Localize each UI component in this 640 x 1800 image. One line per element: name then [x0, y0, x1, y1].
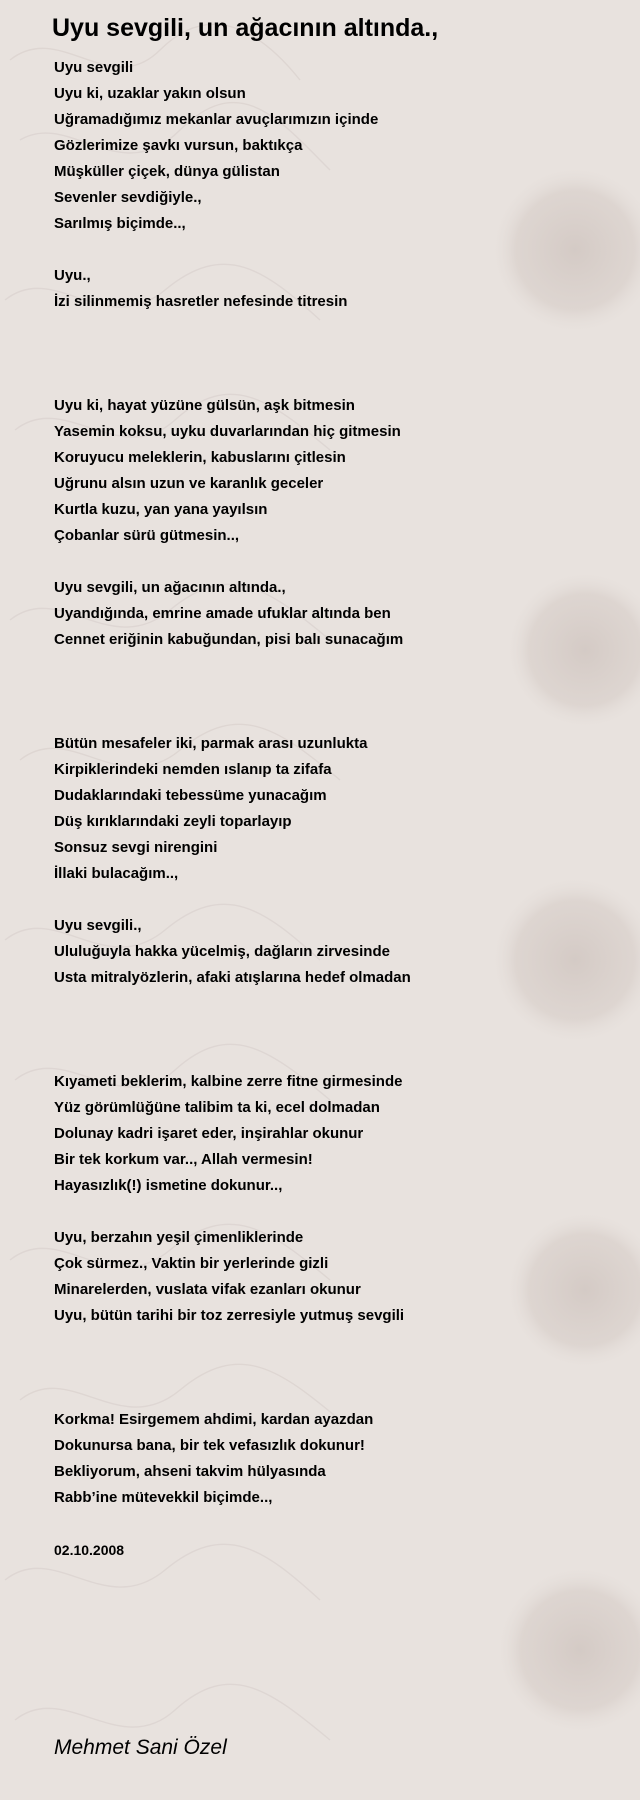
poem-line: Uyu, bütün tarihi bir toz zerresiyle yutmuş sevgili	[54, 1307, 405, 1324]
stanza	[54, 55, 614, 237]
poem-line: Kıyameti beklerim, kalbine zerre fitne girmesinde	[54, 1073, 403, 1090]
stanza	[54, 575, 614, 653]
poem-line: Uğramadığımız mekanlar avuçlarımızın içinde	[54, 111, 379, 128]
poem-line: Uyandığında, emrine amade ufuklar altında ben	[54, 605, 391, 622]
poem-line: Uğrunu alsın uzun ve karanlık geceler	[54, 475, 324, 492]
poem-line: Hayasızlık(!) ismetine dokunur..,	[54, 1177, 283, 1194]
poem-line: Çok sürmez., Vaktin bir yerlerinde gizli	[54, 1255, 329, 1272]
poem-line: Bir tek korkum var.., Allah vermesin!	[54, 1151, 313, 1168]
poem-line: Dokunursa bana, bir tek vefasızlık dokunur!	[54, 1437, 365, 1454]
poem-line: Koruyucu meleklerin, kabuslarını çitlesin	[54, 449, 346, 466]
poem-title: Uyu sevgili, un ağacının altında.,	[52, 14, 439, 42]
poem-line: Düş kırıklarındaki zeyli toparlayıp	[54, 813, 292, 830]
poem-line: Sarılmış biçimde..,	[54, 215, 186, 232]
poem-line: Yüz görümlüğüne talibim ta ki, ecel dolmadan	[54, 1099, 380, 1116]
stanza	[54, 263, 614, 315]
poem-line: Korkma! Esirgemem ahdimi, kardan ayazdan	[54, 1411, 374, 1428]
stanza	[54, 1069, 614, 1199]
poem-line: Minarelerden, vuslata vifak ezanları okunur	[54, 1281, 361, 1298]
poem-line: Bekliyorum, ahseni takvim hülyasında	[54, 1463, 326, 1480]
poem-line: Usta mitralyözlerin, afaki atışlarına hedef olmadan	[54, 969, 411, 986]
poem-line: Uyu ki, hayat yüzüne gülsün, aşk bitmesin	[54, 397, 355, 414]
poem-line: Kirpiklerindeki nemden ıslanıp ta zifafa	[54, 761, 332, 778]
poem-line: Müşküller çiçek, dünya gülistan	[54, 163, 280, 180]
poem-line: Uyu sevgili, un ağacının altında.,	[54, 579, 286, 596]
poem-line: Sonsuz sevgi nirengini	[54, 839, 218, 856]
poem-line: Uyu, berzahın yeşil çimenliklerinde	[54, 1229, 304, 1246]
stanza	[54, 731, 614, 887]
poem-line: Yasemin koksu, uyku duvarlarından hiç gitmesin	[54, 423, 401, 440]
poem-line: Uyu.,	[54, 267, 91, 284]
poem-line: Gözlerimize şavkı vursun, baktıkça	[54, 137, 303, 154]
poem-line: Bütün mesafeler iki, parmak arası uzunlukta	[54, 735, 368, 752]
poem-line: İzi silinmemiş hasretler nefesinde titresin	[54, 293, 348, 310]
stanza	[54, 1225, 614, 1329]
poem-line: Cennet eriğinin kabuğundan, pisi balı sunacağım	[54, 631, 404, 648]
stanza	[54, 393, 614, 549]
poem-body	[54, 55, 614, 1563]
stanza	[54, 913, 614, 991]
stanza	[54, 1407, 614, 1511]
poem-line: Dolunay kadri işaret eder, inşirahlar okunur	[54, 1125, 364, 1142]
poem-line: Uyu ki, uzaklar yakın olsun	[54, 85, 246, 102]
poem-line: Sevenler sevdiğiyle.,	[54, 189, 202, 206]
poem-author: Mehmet Sani Özel	[54, 1736, 227, 1759]
poem-date: 02.10.2008	[54, 1542, 125, 1558]
poem-line: İllaki bulacağım..,	[54, 865, 179, 882]
poem-line: Ululuğuyla hakka yücelmiş, dağların zirvesinde	[54, 943, 390, 960]
poem-line: Rabb’ine mütevekkil biçimde..,	[54, 1489, 273, 1506]
poem-line: Kurtla kuzu, yan yana yayılsın	[54, 501, 268, 518]
poem-line: Uyu sevgili	[54, 59, 134, 76]
poem-line: Dudaklarındaki tebessüme yunacağım	[54, 787, 327, 804]
poem-line: Çobanlar sürü gütmesin..,	[54, 527, 240, 544]
poem-line: Uyu sevgili.,	[54, 917, 142, 934]
